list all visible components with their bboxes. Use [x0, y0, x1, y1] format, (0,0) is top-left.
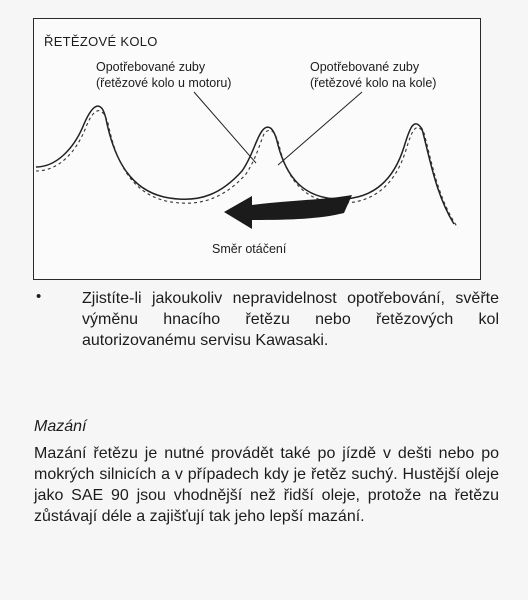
section-heading: Mazání [34, 418, 87, 435]
leader-line-right [278, 92, 362, 165]
figure-title: ŘETĚZOVÉ KOLO [44, 34, 158, 49]
callout-engine-line1: Opotřebované zuby [96, 60, 206, 74]
callout-engine-line2: (řetězové kolo u motoru) [96, 76, 232, 90]
section-paragraph: Mazání řetězu je nutné provádět také po jízdě v dešti nebo po mokrých silnicích a v případech kdy je řetěz suchý. Hustější oleje jako SAE 90 jsou vhodnější než řidší oleje, protože na řetězu zůstávají déle a zajišťují tak jeho lepší mazání. [34, 445, 499, 525]
callout-wheel-line1: Opotřebované zuby [310, 60, 420, 74]
rotation-arrow [224, 195, 352, 229]
bullet-text: Zjistíte-li jakoukoliv nepravidelnost opotřebování, svěřte výměnu hnacího řetězu nebo řetězových kol autorizovanému servisu Kawasaki. [82, 290, 499, 349]
bullet-marker: • [36, 288, 42, 305]
callout-wheel-line2: (řetězové kolo na kole) [310, 76, 437, 90]
sprocket-teeth-drawing [34, 19, 480, 279]
rotation-label: Směr otáčení [212, 242, 287, 256]
leader-line-left [194, 92, 256, 163]
sprocket-wear-figure [33, 18, 481, 280]
